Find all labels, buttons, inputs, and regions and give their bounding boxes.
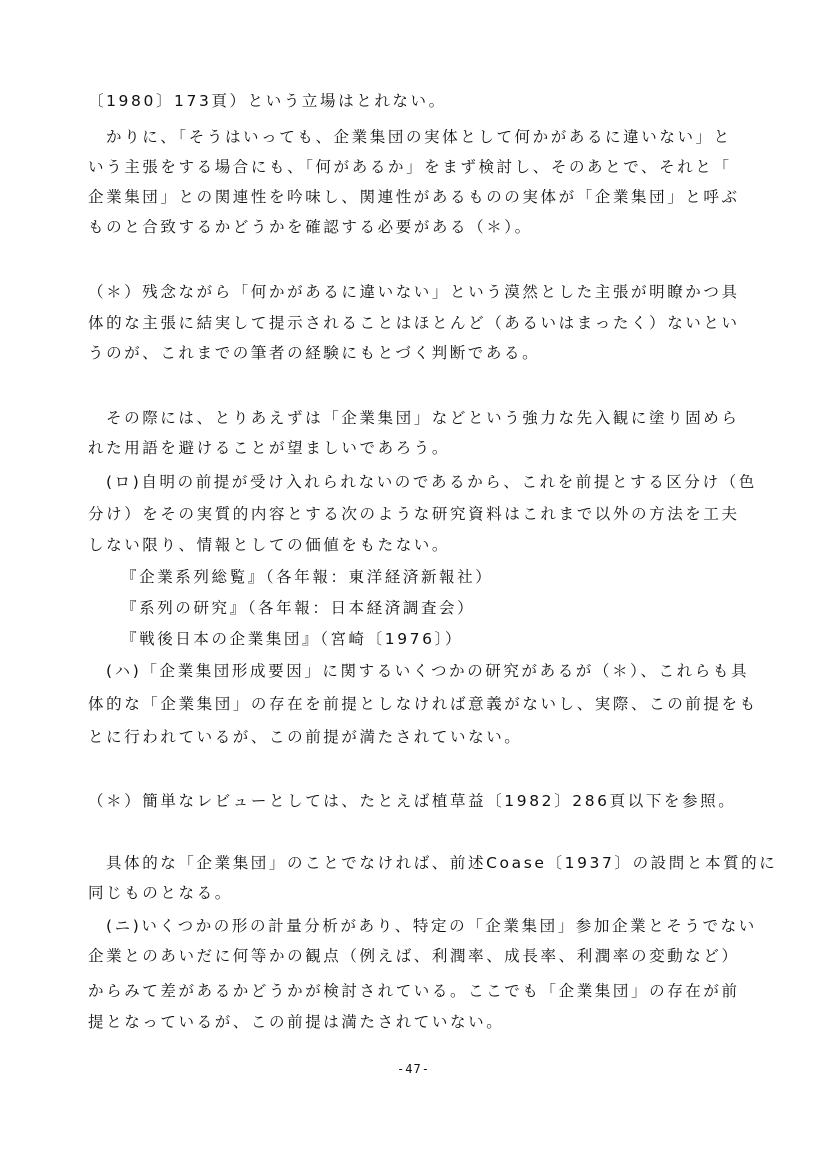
- footnote-line: （＊）簡単なレビューとしては、たとえば植草益〔1982〕286頁以下を参照。: [88, 792, 737, 810]
- reference-line: 『系列の研究』（各年報：日本経済調査会）: [121, 599, 476, 617]
- text-line: しない限り、情報としての価値をもたない。: [88, 536, 451, 554]
- text-line: (ハ)「企業集団形成要因」に関するいくつかの研究があるが（＊）、これらも具: [106, 662, 750, 680]
- text-line: れた用語を避けることが望ましいであろう。: [88, 439, 451, 457]
- reference-line: 『企業系列総覧』（各年報：東洋経済新報社）: [121, 568, 494, 586]
- footnote-line: うのが、これまでの筆者の経験にもとづく判断である。: [88, 344, 541, 362]
- text-line: (ロ)自明の前提が受け入れられないのであるから、これを前提とする区分け（色: [106, 473, 757, 491]
- text-line: 体的な「企業集団」の存在を前提としなければ意義がないし、実際、この前提をも: [88, 695, 758, 713]
- reference-line: 『戦後日本の企業集団』（宮崎〔1976〕）: [121, 630, 464, 648]
- text-line: いう主張をする場合にも、「何があるか」をまず検討し、そのあとで、それと「: [88, 158, 732, 176]
- text-line: (ニ)いくつかの形の計量分析があり、特定の「企業集団」参加企業とそうでない: [106, 917, 757, 935]
- text-line: 企業集団」との関連性を吟味し、関連性があるものの実体が「企業集団」と呼ぶ: [88, 188, 740, 206]
- text-line: かりに、「そうはいっても、企業集団の実体として何かがあるに違いない」と: [106, 128, 732, 146]
- text-line: からみて差があるかどうかが検討されている。ここでも「企業集団」の存在が前: [88, 982, 740, 1000]
- footnote-line: （＊）残念ながら「何かがあるに違いない」という漠然とした主張が明瞭かつ具: [88, 283, 740, 301]
- text-line: 具体的な「企業集団」のことでなければ、前述Coase〔1937〕の設問と本質的に: [106, 854, 778, 872]
- text-line: その際には、とりあえずは「企業集団」などという強力な先入観に塗り固めら: [106, 409, 740, 427]
- text-line: 同じものとなる。: [88, 884, 233, 902]
- text-line: ものと合致するかどうかを確認する必要がある（＊）。: [88, 218, 533, 236]
- text-line: 提となっているが、この前提は満たされていない。: [88, 1013, 505, 1031]
- text-line: 〔1980〕173頁）という立場はとれない。: [88, 92, 447, 110]
- text-line: とに行われているが、この前提が満たされていない。: [88, 728, 523, 746]
- text-line: 分け）をその実質的内容とする次のような研究資料はこれまで以外の方法を工夫: [88, 505, 740, 523]
- text-line: 企業とのあいだに何等かの観点（例えば、利潤率、成長率、利潤率の変動など）: [88, 947, 740, 965]
- footnote-line: 体的な主張に結実して提示されることはほとんど（あるいはまったく）ないとい: [88, 314, 740, 332]
- page-number: -47-: [397, 1062, 430, 1076]
